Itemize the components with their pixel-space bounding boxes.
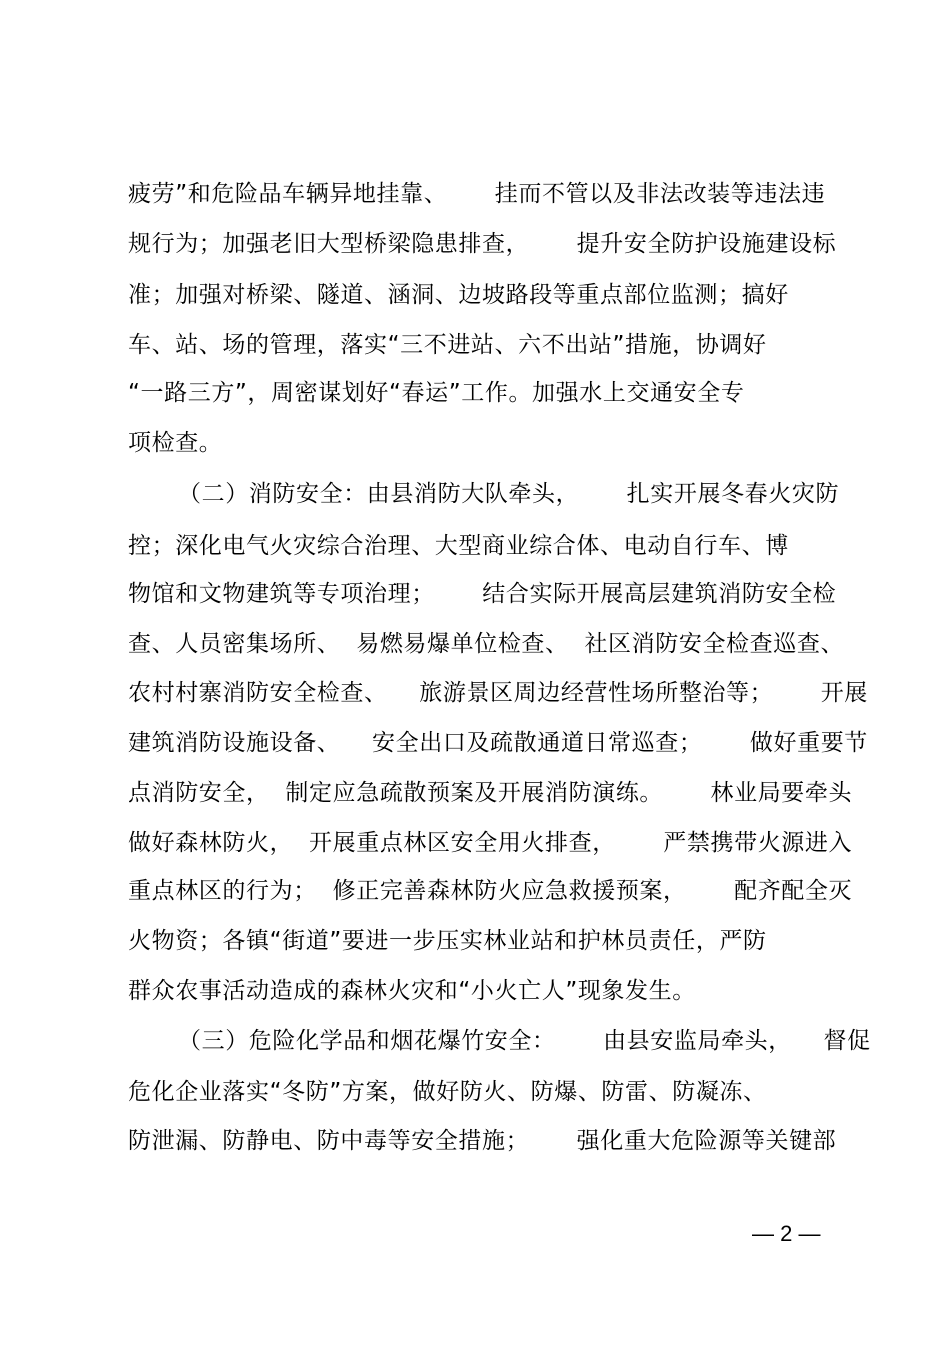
body-text-line-15: 重点林区的行为； 修正完善森林防火应急救援预案， 配齐配全灭 [128,878,853,904]
body-text-line-10: 查、人员密集场所、 易燃易爆单位检查、 社区消防安全检查巡查、 [128,631,845,657]
body-text-line-5: “一路三方”，周密谋划好“春运”工作。加强水上交通安全专 [128,380,745,406]
body-text-line-9: 物馆和文物建筑等专项治理； 结合实际开展高层建筑消防安全检 [128,581,837,607]
body-text-line-12: 建筑消防设施设备、 安全出口及疏散通道日常巡查； 做好重要节 [128,730,868,756]
body-text-line-4: 车、站、场的管理，落实“三不进站、六不出站”措施，协调好 [128,332,767,358]
body-text-line-20: 防泄漏、防静电、防中毒等安全措施； 强化重大危险源等关键部 [128,1128,837,1154]
body-text-line-11: 农村村寨消防安全检查、 旅游景区周边经营性场所整治等； 开展 [128,680,868,706]
body-text-line-2: 规行为；加强老旧大型桥梁隐患排查， 提升安全防护设施建设标 [128,231,837,257]
section-three-heading-line: （三）危险化学品和烟花爆竹安全： 由县安监局牵头， 督促 [178,1028,871,1054]
body-text-line-13: 点消防安全， 制定应急疏散预案及开展消防演练。 林业局要牵头 [128,780,853,806]
body-text-line-6: 项检查。 [128,430,223,456]
body-text-line-14: 做好森林防火， 开展重点林区安全用火排查， 严禁携带火源进入 [128,830,853,856]
body-text-line-17: 群众农事活动造成的森林火灾和“小火亡人”现象发生。 [128,978,696,1004]
section-two-heading-line: （二）消防安全：由县消防大队牵头， 扎实开展冬春火灾防 [178,481,840,507]
body-text-line-3: 准；加强对桥梁、隧道、涵洞、边坡路段等重点部位监测；搞好 [128,282,789,308]
body-text-line-1: 疲劳”和危险品车辆异地挂靠、 挂而不管以及非法改装等违法违 [128,181,826,207]
page-number: — 2 — [752,1221,821,1246]
body-text-line-16: 火物资；各镇“街道”要进一步压实林业站和护林员责任，严防 [128,928,767,954]
body-text-line-8: 控；深化电气火灾综合治理、大型商业综合体、电动自行车、博 [128,533,789,559]
body-text-line-19: 危化企业落实“冬防”方案，做好防火、防爆、防雷、防凝冻、 [128,1079,767,1105]
